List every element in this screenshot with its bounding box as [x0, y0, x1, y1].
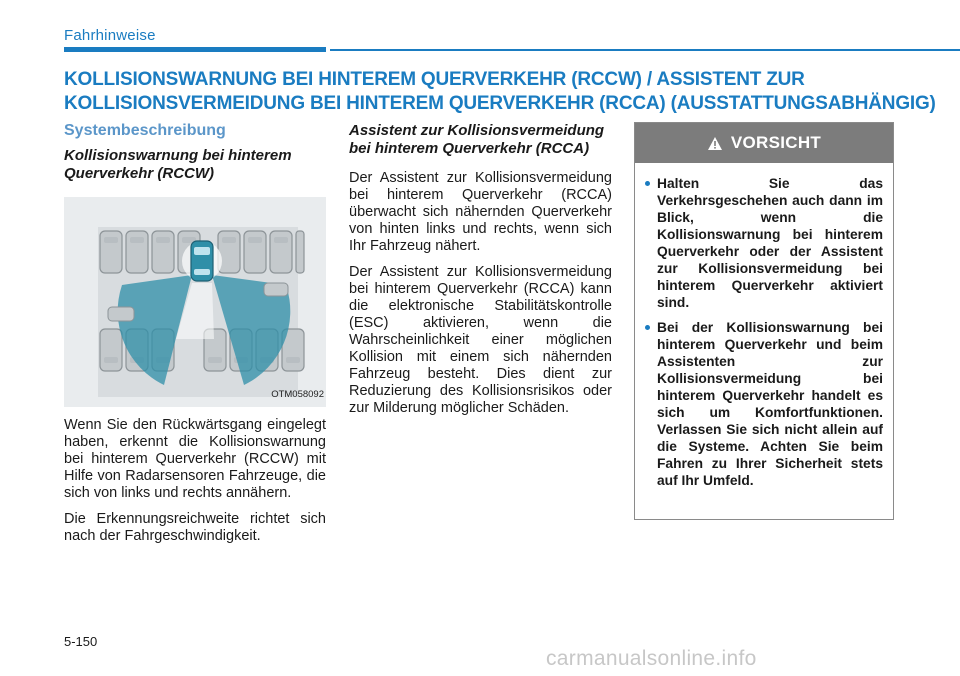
caution-list — [635, 163, 893, 489]
page-title-line1: KOLLISIONSWARNUNG BEI HINTEREM QUERVERKEHR (RCCW) / ASSISTENT ZUR — [64, 69, 805, 90]
section-heading: Systembeschreibung — [64, 122, 226, 139]
paragraph: Wenn Sie den Rückwärtsgang eingelegt haben, erkennt die Kollisionswarnung bei hinterem Querverkehr (RCCW) mit Hilfe von Radarsensoren Fahrzeuge, die sich von links und rechts annähern. — [64, 417, 326, 501]
parking-diagram-figure — [64, 197, 326, 407]
paragraph: Der Assistent zur Kollisionsvermeidung bei hinterem Querverkehr (RCCA) kann die elektronische Stabilitätskontrolle (ESC) aktivieren, wenn die Wahrscheinlichkeit einer möglichen Kollision mit einem sich nähernden Fahrzeug besteht. Dies dient zur Reduzierung des Kollisionsrisikos oder zur Milderung möglicher Schäden. — [349, 264, 612, 416]
page-number: 5-150 — [64, 634, 98, 649]
header-rule-thin — [330, 49, 960, 51]
figure-code: OTM058092 — [271, 389, 324, 400]
column-left — [64, 122, 326, 554]
caution-box — [634, 122, 894, 520]
header-rule-thick — [64, 47, 326, 52]
list-item: Halten Sie das Verkehrsgeschehen auch dann im Blick, wenn die Kollisionswarnung bei hinterem Querverkehr oder der Assistent zur Kollisionsvermeidung bei hinterem Querverkehr aktiviert sind. — [645, 175, 883, 311]
rccw-subheading: Kollisionswarnung bei hinterem Querverkehr (RCCW) — [64, 147, 292, 182]
section-label: Fahrhinweise — [64, 27, 156, 44]
list-item: Bei der Kollisionswarnung bei hinterem Querverkehr und beim Assistenten zur Kollisionsvermeidung bei hinterem Querverkehr handelt es sich um Komfortfunktionen. Verlassen Sie sich nicht allein auf die Systeme. Achten Sie beim Fahren zu Ihrer Sicherheit stets auf Ihr Umfeld. — [645, 319, 883, 489]
caution-title: VORSICHT — [730, 133, 822, 152]
caution-header — [635, 123, 893, 163]
page-title-line2: KOLLISIONSVERMEIDUNG BEI HINTEREM QUERVERKEHR (RCCA) (AUSSTATTUNGSABHÄNGIG) — [64, 93, 936, 114]
page-title — [64, 68, 944, 116]
paragraph: Die Erkennungsreichweite richtet sich nach der Fahrgeschwindigkeit. — [64, 511, 326, 544]
column-middle — [349, 122, 612, 426]
rcca-subheading: Assistent zur Kollisionsvermeidung bei hinterem Querverkehr (RCCA) — [349, 122, 605, 157]
warning-triangle-icon — [707, 136, 723, 151]
watermark: carmanualsonline.info — [546, 647, 757, 670]
paragraph: Der Assistent zur Kollisionsvermeidung bei hinterem Querverkehr (RCCA) überwacht sich nähernden Querverkehr von hinten links und rechts, wenn sich Ihr Fahrzeug nähert. — [349, 170, 612, 254]
parking-diagram-illustration — [64, 197, 326, 407]
